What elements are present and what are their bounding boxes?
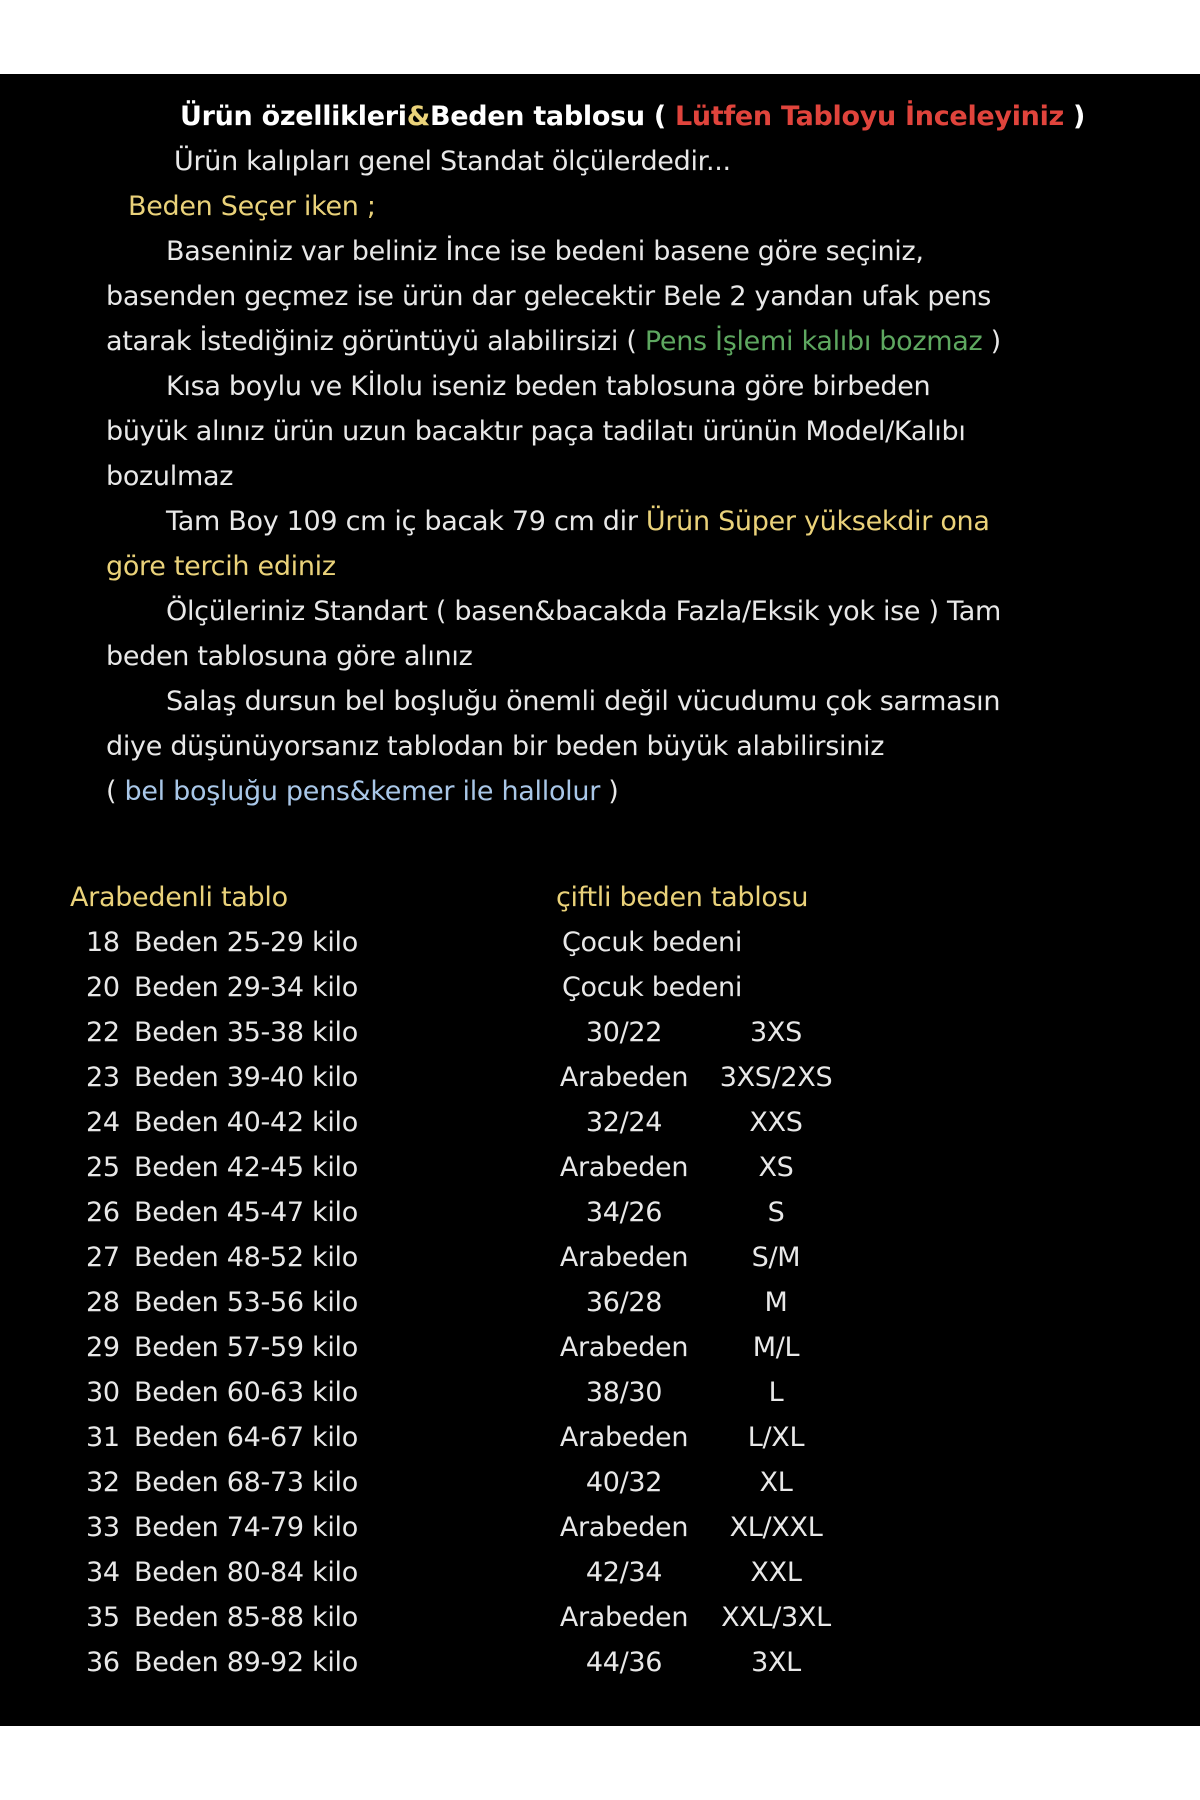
size-number: 26 <box>86 1197 120 1228</box>
weight-range: Beden 39-40 kilo <box>134 1062 358 1093</box>
letter-size: M <box>764 1287 788 1318</box>
right-table-header: çiftli beden tablosu <box>556 882 809 913</box>
size-number: 35 <box>86 1602 120 1633</box>
letter-size: XXS <box>749 1107 803 1138</box>
weight-range: Beden 80-84 kilo <box>134 1557 358 1588</box>
pens-note: Pens İşlemi kalıbı bozmaz <box>644 326 983 357</box>
info-line: atarak İstediğiniz görüntüyü alabilirsizi ( Pens İşlemi kalıbı bozmaz ) <box>106 326 1001 357</box>
waist-note: bel boşluğu pens&kemer ile hallolur <box>124 776 600 807</box>
size-number: 20 <box>86 972 120 1003</box>
weight-range: Beden 53-56 kilo <box>134 1287 358 1318</box>
pair-size: Arabeden <box>559 1242 689 1273</box>
weight-range: Beden 40-42 kilo <box>134 1107 358 1138</box>
letter-size: XXL/3XL <box>721 1602 831 1633</box>
pair-size: Arabeden <box>559 1152 689 1183</box>
weight-range: Beden 89-92 kilo <box>134 1647 358 1678</box>
pair-size: Arabeden <box>559 1512 689 1543</box>
info-line: basenden geçmez ise ürün dar gelecektir Bele 2 yandan ufak pens <box>106 281 992 312</box>
pair-size: Arabeden <box>559 1602 689 1633</box>
height-note: Ürün Süper yüksekdir ona <box>645 506 990 537</box>
weight-range: Beden 35-38 kilo <box>134 1017 358 1048</box>
info-line: ( bel boşluğu pens&kemer ile hallolur ) <box>106 776 619 807</box>
letter-size: 3XS/2XS <box>719 1062 833 1093</box>
weight-range: Beden 48-52 kilo <box>134 1242 358 1273</box>
pair-size: Arabeden <box>559 1422 689 1453</box>
weight-range: Beden 85-88 kilo <box>134 1602 358 1633</box>
info-line: Tam Boy 109 cm iç bacak 79 cm dir Ürün Süper yüksekdir ona <box>166 506 990 537</box>
size-number: 32 <box>86 1467 120 1498</box>
title-warning: Lütfen Tabloyu İnceleyiniz <box>675 101 1064 132</box>
info-line: diye düşünüyorsanız tablodan bir beden büyük alabilirsiniz <box>106 731 885 762</box>
size-number: 23 <box>86 1062 120 1093</box>
weight-range: Beden 42-45 kilo <box>134 1152 358 1183</box>
size-guide-panel <box>0 74 1200 1726</box>
pair-size: 38/30 <box>585 1377 663 1408</box>
letter-size: XL/XXL <box>729 1512 823 1543</box>
letter-size: L/XL <box>747 1422 805 1453</box>
info-line: bozulmaz <box>106 461 234 492</box>
pair-size: Arabeden <box>559 1062 689 1093</box>
size-number: 36 <box>86 1647 120 1678</box>
weight-range: Beden 57-59 kilo <box>134 1332 358 1363</box>
left-table-header: Arabedenli tablo <box>70 882 288 913</box>
page-title: Ürün özellikleri&Beden tablosu ( Lütfen Tabloyu İnceleyiniz ) <box>180 101 1086 132</box>
size-number: 25 <box>86 1152 120 1183</box>
letter-size: S <box>767 1197 785 1228</box>
pair-size: 44/36 <box>585 1647 663 1678</box>
letter-size: M/L <box>752 1332 800 1363</box>
info-line: Ölçüleriniz Standart ( basen&bacakda Fazla/Eksik yok ise ) Tam <box>166 596 1002 627</box>
letter-size: 3XS <box>750 1017 802 1048</box>
letter-size: L <box>768 1377 784 1408</box>
info-line: beden tablosuna göre alınız <box>106 641 473 672</box>
pair-size: 42/34 <box>585 1557 663 1588</box>
section-heading: Beden Seçer iken ; <box>128 191 376 222</box>
size-number: 31 <box>86 1422 120 1453</box>
pair-size: Çocuk bedeni <box>562 927 743 958</box>
weight-range: Beden 29-34 kilo <box>134 972 358 1003</box>
letter-size: XL <box>759 1467 793 1498</box>
letter-size: S/M <box>751 1242 801 1273</box>
weight-range: Beden 60-63 kilo <box>134 1377 358 1408</box>
size-number: 29 <box>86 1332 120 1363</box>
info-line: Kısa boylu ve Kİlolu iseniz beden tablosuna göre birbeden <box>166 371 931 402</box>
info-line: göre tercih ediniz <box>106 551 336 582</box>
weight-range: Beden 74-79 kilo <box>134 1512 358 1543</box>
size-number: 27 <box>86 1242 120 1273</box>
weight-range: Beden 68-73 kilo <box>134 1467 358 1498</box>
pair-size: Arabeden <box>559 1332 689 1363</box>
pair-size: 30/22 <box>585 1017 663 1048</box>
size-number: 33 <box>86 1512 120 1543</box>
size-number: 18 <box>86 927 120 958</box>
size-number: 28 <box>86 1287 120 1318</box>
size-number: 22 <box>86 1017 120 1048</box>
size-number: 30 <box>86 1377 120 1408</box>
weight-range: Beden 25-29 kilo <box>134 927 358 958</box>
size-number: 34 <box>86 1557 120 1588</box>
letter-size: XXL <box>750 1557 802 1588</box>
info-line: büyük alınız ürün uzun bacaktır paça tadilatı ürünün Model/Kalıbı <box>106 416 966 447</box>
letter-size: 3XL <box>751 1647 801 1678</box>
weight-range: Beden 64-67 kilo <box>134 1422 358 1453</box>
pair-size: 32/24 <box>585 1107 663 1138</box>
weight-range: Beden 45-47 kilo <box>134 1197 358 1228</box>
pair-size: 34/26 <box>585 1197 663 1228</box>
pair-size: 40/32 <box>585 1467 663 1498</box>
letter-size: XS <box>758 1152 794 1183</box>
info-line: Ürün kalıpları genel Standat ölçülerdedir... <box>174 146 731 177</box>
info-line: Salaş dursun bel boşluğu önemli değil vücudumu çok sarmasın <box>166 686 1001 717</box>
size-number: 24 <box>86 1107 120 1138</box>
pair-size: Çocuk bedeni <box>562 972 743 1003</box>
pair-size: 36/28 <box>585 1287 663 1318</box>
info-line: Baseniniz var beliniz İnce ise bedeni basene göre seçiniz, <box>166 236 924 267</box>
